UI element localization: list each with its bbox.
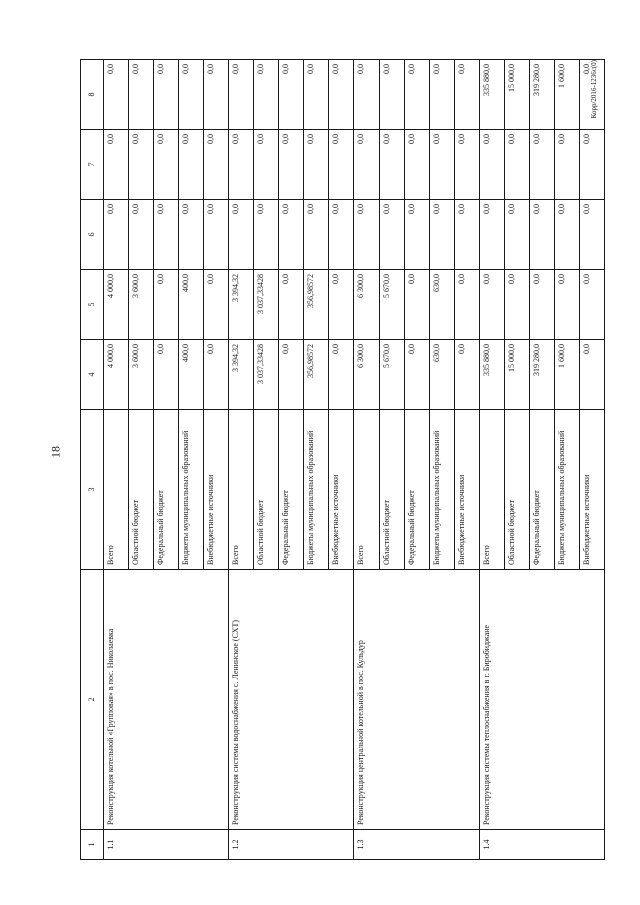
- amount-cell: 0,0: [154, 270, 179, 340]
- amount-cell: 0,0: [504, 270, 529, 340]
- amount-cell: 0,0: [404, 270, 429, 340]
- funding-source: Бюджеты муниципальных образований: [179, 410, 204, 570]
- amount-cell: 0,0: [579, 270, 604, 340]
- page-number: 18: [48, 446, 63, 458]
- funding-source: Всего: [104, 410, 129, 570]
- funding-source: Областной бюджет: [254, 410, 279, 570]
- funding-source: Всего: [479, 410, 504, 570]
- amount-cell: 0,0: [429, 200, 454, 270]
- funding-source: Бюджеты муниципальных образований: [554, 410, 579, 570]
- item-name: Реконструкция системы водоснабжения с. Ленинское (СХТ): [229, 570, 354, 830]
- funding-source: Бюджеты муниципальных образований: [304, 410, 329, 570]
- amount-cell: 0,0: [154, 340, 179, 410]
- amount-cell: 0,0: [154, 130, 179, 200]
- amount-cell: 0,0: [179, 200, 204, 270]
- table-row: [354, 60, 379, 860]
- amount-cell: 400,0: [179, 270, 204, 340]
- amount-cell: 0,0: [504, 130, 529, 200]
- amount-cell: 0,0: [329, 270, 354, 340]
- funding-source: Внебюджетные источники: [329, 410, 354, 570]
- amount-cell: 15 000,0: [504, 340, 529, 410]
- column-header: 7: [81, 130, 104, 200]
- column-header: 6: [81, 200, 104, 270]
- amount-cell: 0,0: [179, 130, 204, 200]
- amount-cell: 0,0: [104, 60, 129, 130]
- amount-cell: 0,0: [579, 60, 604, 130]
- amount-cell: 0,0: [329, 200, 354, 270]
- amount-cell: 400,0: [179, 340, 204, 410]
- amount-cell: 4 000,0: [104, 340, 129, 410]
- amount-cell: 0,0: [529, 270, 554, 340]
- amount-cell: 1 600,0: [554, 60, 579, 130]
- item-name: Реконструкция системы теплоснабжения в г. Биробиджане: [479, 570, 604, 830]
- amount-cell: 0,0: [329, 130, 354, 200]
- amount-cell: 0,0: [279, 270, 304, 340]
- amount-cell: 0,0: [454, 340, 479, 410]
- amount-cell: 6 300,0: [354, 270, 379, 340]
- item-name: Реконструкция котельной «Групповая» в пос. Николаевка: [104, 570, 229, 830]
- amount-cell: 0,0: [454, 270, 479, 340]
- table-body: [81, 60, 605, 860]
- amount-cell: 0,0: [579, 200, 604, 270]
- amount-cell: 0,0: [304, 130, 329, 200]
- amount-cell: 0,0: [254, 130, 279, 200]
- column-header: 2: [81, 570, 104, 830]
- amount-cell: 0,0: [229, 130, 254, 200]
- funding-source: Областной бюджет: [504, 410, 529, 570]
- amount-cell: 0,0: [529, 130, 554, 200]
- funding-source: Федеральный бюджет: [279, 410, 304, 570]
- amount-cell: 0,0: [529, 200, 554, 270]
- amount-cell: 0,0: [454, 60, 479, 130]
- item-number: 1.3: [354, 830, 479, 860]
- amount-cell: 3 600,0: [129, 270, 154, 340]
- column-header: 8: [81, 60, 104, 130]
- amount-cell: 0,0: [254, 60, 279, 130]
- funding-source: Областной бюджет: [379, 410, 404, 570]
- amount-cell: 0,0: [104, 200, 129, 270]
- amount-cell: 0,0: [379, 200, 404, 270]
- amount-cell: 0,0: [404, 130, 429, 200]
- amount-cell: 335 880,0: [479, 60, 504, 130]
- item-number: 1.1: [104, 830, 229, 860]
- amount-cell: 0,0: [429, 130, 454, 200]
- column-header: 5: [81, 270, 104, 340]
- amount-cell: 0,0: [554, 200, 579, 270]
- funding-source: Федеральный бюджет: [154, 410, 179, 570]
- amount-cell: 0,0: [479, 130, 504, 200]
- amount-cell: 319 280,0: [529, 60, 554, 130]
- amount-cell: 0,0: [304, 200, 329, 270]
- amount-cell: 0,0: [354, 130, 379, 200]
- amount-cell: 0,0: [479, 200, 504, 270]
- amount-cell: 0,0: [129, 60, 154, 130]
- amount-cell: 0,0: [204, 270, 229, 340]
- amount-cell: 3 037,33428: [254, 270, 279, 340]
- funding-source: Всего: [229, 410, 254, 570]
- amount-cell: 0,0: [154, 60, 179, 130]
- footer-code: Корр/2016-1236с(0): [590, 60, 598, 119]
- amount-cell: 0,0: [454, 130, 479, 200]
- amount-cell: 356,98572: [304, 340, 329, 410]
- amount-cell: 0,0: [354, 60, 379, 130]
- amount-cell: 356,98572: [304, 270, 329, 340]
- column-header: 3: [81, 410, 104, 570]
- amount-cell: 0,0: [229, 60, 254, 130]
- funding-source: Федеральный бюджет: [529, 410, 554, 570]
- funding-source: Внебюджетные источники: [204, 410, 229, 570]
- funding-source: Всего: [354, 410, 379, 570]
- amount-cell: 0,0: [354, 200, 379, 270]
- amount-cell: 0,0: [579, 130, 604, 200]
- amount-cell: 5 670,0: [379, 340, 404, 410]
- amount-cell: 3 037,33428: [254, 340, 279, 410]
- amount-cell: 0,0: [404, 200, 429, 270]
- amount-cell: 0,0: [179, 60, 204, 130]
- amount-cell: 0,0: [279, 340, 304, 410]
- amount-cell: 0,0: [279, 130, 304, 200]
- amount-cell: 0,0: [579, 340, 604, 410]
- amount-cell: 630,0: [429, 270, 454, 340]
- funding-source: Бюджеты муниципальных образований: [429, 410, 454, 570]
- amount-cell: 0,0: [279, 200, 304, 270]
- amount-cell: 335 880,0: [479, 340, 504, 410]
- amount-cell: 630,0: [429, 340, 454, 410]
- funding-source: Внебюджетные источники: [579, 410, 604, 570]
- amount-cell: 0,0: [379, 60, 404, 130]
- amount-cell: 0,0: [379, 130, 404, 200]
- amount-cell: 0,0: [454, 200, 479, 270]
- funding-source: Федеральный бюджет: [404, 410, 429, 570]
- table-row: [229, 60, 254, 860]
- amount-cell: 0,0: [129, 200, 154, 270]
- amount-cell: 0,0: [429, 60, 454, 130]
- item-name: Реконструкция центральной котельной в пос. Кульдур: [354, 570, 479, 830]
- amount-cell: 0,0: [204, 200, 229, 270]
- amount-cell: 0,0: [404, 340, 429, 410]
- amount-cell: 319 280,0: [529, 340, 554, 410]
- amount-cell: 0,0: [229, 200, 254, 270]
- table-header-row: [81, 60, 104, 860]
- item-number: 1.2: [229, 830, 354, 860]
- funding-source: Внебюджетные источники: [454, 410, 479, 570]
- amount-cell: 0,0: [254, 200, 279, 270]
- amount-cell: 4 000,0: [104, 270, 129, 340]
- column-header: 4: [81, 340, 104, 410]
- amount-cell: 0,0: [204, 130, 229, 200]
- amount-cell: 0,0: [104, 130, 129, 200]
- amount-cell: 0,0: [504, 200, 529, 270]
- amount-cell: 5 670,0: [379, 270, 404, 340]
- amount-cell: 0,0: [329, 60, 354, 130]
- amount-cell: 15 000,0: [504, 60, 529, 130]
- funding-source: Областной бюджет: [129, 410, 154, 570]
- amount-cell: 6 300,0: [354, 340, 379, 410]
- amount-cell: 0,0: [554, 270, 579, 340]
- amount-cell: 0,0: [204, 60, 229, 130]
- amount-cell: 0,0: [329, 340, 354, 410]
- amount-cell: 1 600,0: [554, 340, 579, 410]
- table-row: [104, 60, 129, 860]
- amount-cell: 0,0: [404, 60, 429, 130]
- amount-cell: 0,0: [154, 200, 179, 270]
- amount-cell: 3 394,32: [229, 270, 254, 340]
- amount-cell: 0,0: [279, 60, 304, 130]
- rotated-table-wrapper: [80, 60, 605, 860]
- amount-cell: 0,0: [204, 340, 229, 410]
- amount-cell: 0,0: [554, 130, 579, 200]
- amount-cell: 3 394,32: [229, 340, 254, 410]
- amount-cell: 0,0: [304, 60, 329, 130]
- financing-table: [80, 59, 605, 860]
- amount-cell: 3 600,0: [129, 340, 154, 410]
- amount-cell: 0,0: [129, 130, 154, 200]
- column-header: 1: [81, 830, 104, 860]
- amount-cell: 0,0: [479, 270, 504, 340]
- table-row: [479, 60, 504, 860]
- item-number: 1.4: [479, 830, 604, 860]
